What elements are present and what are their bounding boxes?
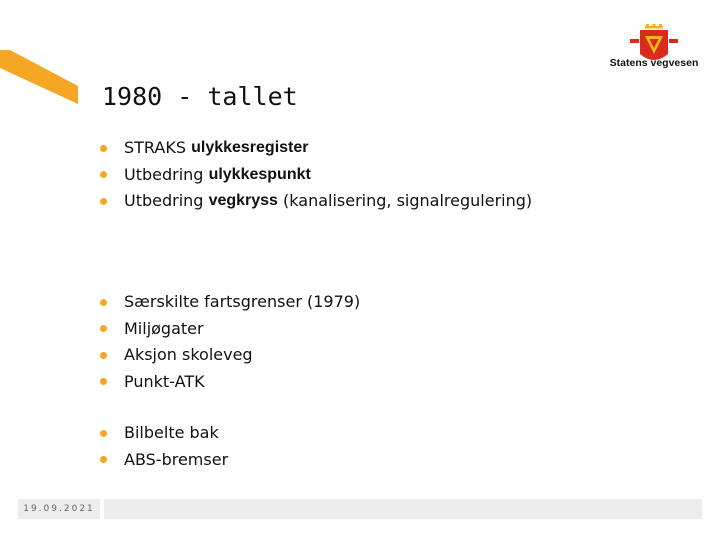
bullet-icon xyxy=(100,145,107,152)
item-text: Aksjon skoleveg xyxy=(124,345,253,364)
list-item xyxy=(100,420,228,447)
bullet-list-2 xyxy=(100,289,360,395)
item-text: STRAKS xyxy=(124,138,186,157)
bullet-icon xyxy=(100,198,107,205)
item-text: Utbedring xyxy=(124,191,204,210)
footer-bar xyxy=(104,499,702,519)
bullet-icon xyxy=(100,299,107,306)
item-text: (kanalisering, signalregulering) xyxy=(283,191,533,210)
bullet-icon xyxy=(100,325,107,332)
item-bold-text: vegkryss xyxy=(208,192,278,209)
list-item xyxy=(100,316,360,343)
list-item xyxy=(100,369,360,396)
list-item xyxy=(100,447,228,474)
item-bold-text: ulykkespunkt xyxy=(208,165,311,183)
bullet-icon xyxy=(100,352,107,359)
list-item xyxy=(100,188,532,215)
list-item xyxy=(100,135,532,162)
list-item xyxy=(100,289,360,316)
bullet-icon xyxy=(100,456,107,463)
bullet-icon xyxy=(100,378,107,385)
bullet-icon xyxy=(100,171,107,178)
footer-date: 19.09.2021 xyxy=(23,504,95,514)
bullet-list-1 xyxy=(100,135,532,215)
bullet-list-3 xyxy=(100,420,228,473)
item-text: Bilbelte bak xyxy=(124,423,219,442)
item-text: Særskilte fartsgrenser (1979) xyxy=(124,292,361,311)
logo-wordmark: Statens vegvesen xyxy=(609,57,699,69)
item-text: Utbedring xyxy=(124,164,204,184)
item-bold-text: ulykkesregister xyxy=(191,139,309,156)
list-item xyxy=(100,342,360,369)
item-text: ABS-bremser xyxy=(124,449,229,469)
list-item xyxy=(100,162,532,189)
slide-title: 1980 - tallet xyxy=(102,82,298,111)
item-text: Miljøgater xyxy=(124,318,204,338)
item-text: Punkt-ATK xyxy=(124,371,205,391)
bullet-icon xyxy=(100,430,107,437)
